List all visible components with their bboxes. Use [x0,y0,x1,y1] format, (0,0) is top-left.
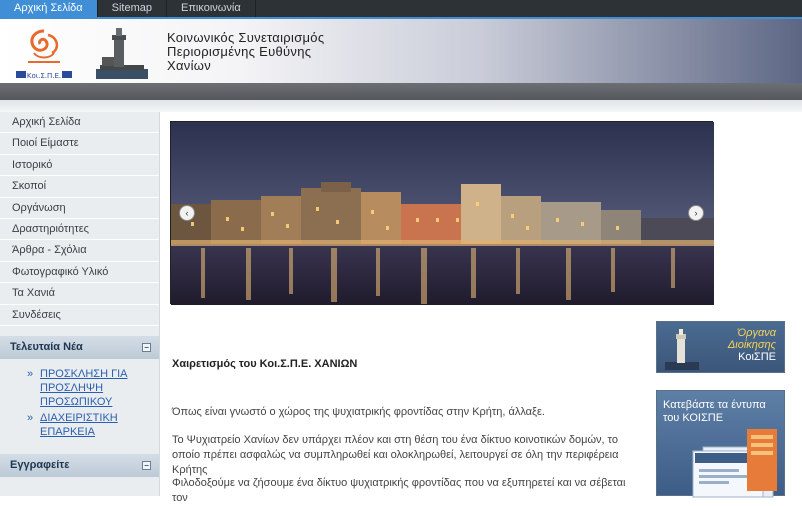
slideshow-prev-icon[interactable]: ‹ [179,205,195,221]
sidebar-item-articles[interactable]: Άρθρα - Σχόλια [0,240,159,261]
organs-banner-line-1: Όργανα [737,327,776,339]
download-banner-line-1: Κατεβάστε τα έντυπα [663,399,766,411]
site-header [0,19,802,83]
site-title [167,31,324,73]
news-section-header [0,336,159,359]
header-band [0,83,802,100]
register-section-title: Εγγραφείτε [10,458,70,471]
top-navigation [0,0,802,19]
lighthouse-icon [665,328,699,370]
collapse-icon[interactable]: − [142,461,151,470]
site-title-line-2: Περιορισμένης Ευθύνης [167,44,312,59]
register-section-header [0,454,159,477]
organs-banner-line-3: ΚοιΣΠΕ [738,351,776,363]
sidebar-item-goals[interactable]: Σκοποί [0,176,159,197]
download-forms-banner[interactable] [656,390,785,496]
sidebar-item-home[interactable]: Αρχική Σελίδα [0,112,159,133]
header-shadow [0,100,802,112]
harbor-slideshow [170,121,713,304]
sidebar [0,112,160,496]
koispe-logo [14,25,74,79]
download-banner-line-2: του ΚΟΙΣΠΕ [663,412,724,424]
logo-caption: Κοι.Σ.Π.Ε. [26,72,62,80]
news-link-hiring[interactable]: » ΠΡΟΣΚΛΗΣΗ ΓΙΑ ΠΡΟΣΛΗΨΗ ΠΡΟΣΩΠΙΚΟΥ [27,367,159,409]
news-link-adequacy[interactable]: » ΔΙΑΧΕΙΡΙΣΤΙΚΗ ΕΠΑΡΚΕΙΑ [27,411,159,439]
intro-paragraph-3: Φιλοδοξούμε να ζήσουμε ένα δίκτυο ψυχιατρικής φροντίδας που να εξυπηρετεί και να σέβεται τον [172,477,626,504]
site-title-line-3: Χανίων [167,58,212,73]
sidebar-item-photos[interactable]: Φωτογραφικό Υλικό [0,262,159,283]
tab-sitemap[interactable]: Sitemap [98,0,167,19]
sidebar-item-about[interactable]: Ποιοί Είμαστε [0,133,159,154]
intro-paragraph-2: Το Ψυχιατρείο Χανίων δεν υπάρχει πλέον και στη θέση του ένα δίκτυο κοινοτικών δομών, το οποίο πρέπει ασφαλώς να συμπληρωθεί και ολοκληρωθεί, λειτουργεί σε όλη την περιφέρεια Κρήτης [172,434,619,476]
organs-banner-text [728,327,776,363]
sidebar-item-history[interactable]: Ιστορικό [0,155,159,176]
brochure-stack-icon [663,429,781,497]
tab-contact[interactable]: Επικοινωνία [167,0,256,19]
download-banner-title [663,399,766,425]
sidebar-item-links[interactable]: Συνδέσεις [0,305,159,326]
organs-banner-line-2: Διοίκησης [727,339,776,351]
tab-home[interactable]: Αρχική Σελίδα [0,0,98,19]
lighthouse-logo [96,25,148,79]
organs-banner[interactable] [656,321,785,373]
site-title-line-1: Κοινωνικός Συνεταιρισμός [167,30,325,45]
intro-paragraph-1: Όπως είναι γνωστό ο χώρος της ψυχιατρικής φροντίδας στην Κρήτη, άλλαξε. [172,406,545,418]
sidebar-item-organization[interactable]: Οργάνωση [0,198,159,219]
collapse-icon[interactable]: − [142,343,151,352]
news-list [0,359,159,449]
sidebar-item-activities[interactable]: Δραστηριότητες [0,219,159,240]
harbor-photo [171,122,714,305]
slideshow-next-icon[interactable]: › [688,205,704,221]
sidebar-item-chania[interactable]: Τα Χανιά [0,283,159,304]
news-section-title: Τελευταία Νέα [10,340,83,353]
greeting-heading: Χαιρετισμός του Κοι.Σ.Π.Ε. ΧΑΝΙΩΝ [172,358,358,370]
